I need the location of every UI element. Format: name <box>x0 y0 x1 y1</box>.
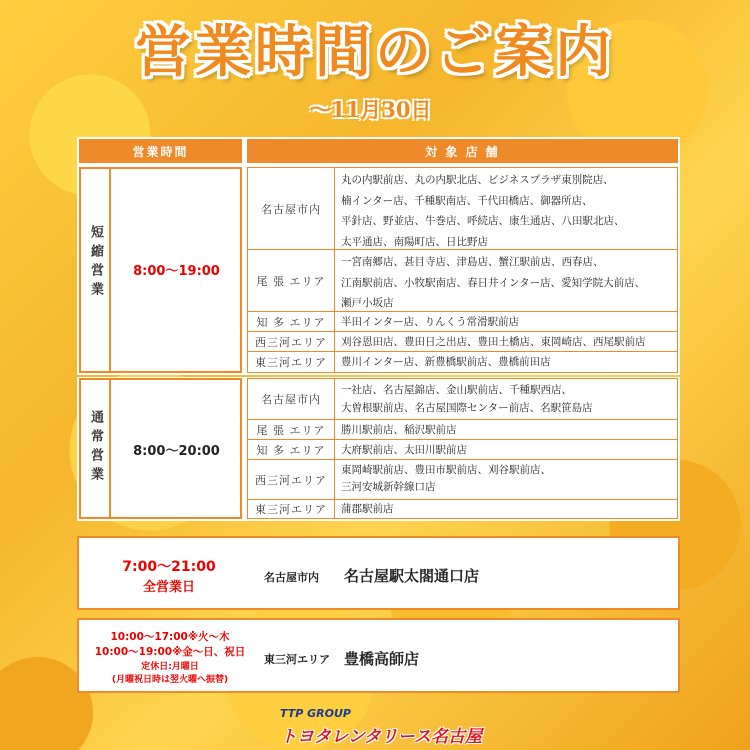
store-line: 一宮南郷店、甚目寺店、津島店、蟹江駅前店、西春店、 <box>341 256 604 268</box>
store-line: 三河安城新幹線口店 <box>341 481 436 493</box>
store-line: 大曽根駅前店、名古屋国際センター前店、名駅笹島店 <box>341 402 593 414</box>
short-hours-section <box>77 165 680 375</box>
store-line: 豊川インター店、新豊橋駅前店、豊橋前田店 <box>341 356 551 368</box>
store-line: 東岡崎駅前店、豊田市駅前店、刈谷駅前店、 <box>341 464 551 476</box>
allday-note: 全営業日 <box>142 580 195 595</box>
store-line: 江南駅前店、小牧駅南店、春日井インター店、愛知学院大前店、 <box>341 276 646 289</box>
allday-store: 名古屋駅太閤通口店 <box>344 567 480 585</box>
short-hours-label <box>81 169 111 371</box>
allday-section <box>77 536 680 610</box>
hours-column-header: 営業時間 <box>79 139 242 163</box>
toyohashi-store: 豊橋高師店 <box>344 650 420 668</box>
area-owari: 尾 張 エリア <box>247 249 335 312</box>
store-line: 勝川駅前店、稲沢駅前店 <box>341 424 457 436</box>
stores-list <box>334 378 678 420</box>
stores-list <box>334 331 678 352</box>
stores-list <box>334 249 678 312</box>
stores-list <box>334 167 678 250</box>
allday-time: 7:00～21:00 <box>122 559 216 575</box>
store-line: 丸の内駅前店、丸の内駅北店、ビジネスプラザ東別院店、 <box>341 174 614 186</box>
date-subtitle: ～11月30日 <box>310 97 432 122</box>
area-nishimikawa: 西三河エリア <box>247 459 335 500</box>
toyohashi-holiday-note: (月曜祝日時は翌火曜へ振替) <box>111 675 229 685</box>
group-logo: TTP GROUP <box>280 707 351 720</box>
stores-list <box>334 459 678 500</box>
store-line: 瀬戸小坂店 <box>341 297 394 309</box>
area-chita: 知 多 エリア <box>247 311 335 332</box>
normal-hours-label <box>81 380 111 517</box>
short-hours-label-text: 短縮営業 <box>88 225 103 301</box>
area-nagoya: 名古屋市内 <box>247 167 335 250</box>
store-line: 太平通店、南陽町店、日比野店 <box>341 235 488 248</box>
normal-hours-section <box>77 377 680 521</box>
area-nishimikawa: 西三河エリア <box>247 331 335 352</box>
area-higashimikawa: 東三河エリア <box>247 351 335 373</box>
store-line: 蒲郡駅前店 <box>341 503 394 515</box>
toyohashi-section <box>77 618 680 693</box>
store-line: 半田インター店、りんくう常滑駅前店 <box>341 316 520 328</box>
page-title: 営業時間のご案内 <box>135 19 615 85</box>
store-line: 平針店、野並店、牛巻店、呼続店、康生通店、八田駅北店、 <box>341 215 625 227</box>
toyohashi-hours-weekday: 10:00～17:00※火～木 <box>110 631 230 643</box>
toyohashi-hours-weekend: 10:00～19:00※金～日、祝日 <box>94 646 246 658</box>
short-hours-time: 8:00～19:00 <box>133 264 220 279</box>
store-line: 一社店、名古屋錦店、金山駅前店、千種駅西店、 <box>341 384 572 396</box>
stores-list <box>334 439 678 460</box>
stores-column-header: 対 象 店 舗 <box>247 139 678 163</box>
table-header <box>77 137 680 165</box>
toyohashi-area: 東三河エリア <box>264 653 330 666</box>
store-line: 刈谷恩田店、豊田日之出店、豊田土橋店、東岡崎店、西尾駅前店 <box>341 336 646 348</box>
area-higashimikawa: 東三河エリア <box>247 499 335 519</box>
area-nagoya: 名古屋市内 <box>247 378 335 420</box>
area-owari: 尾 張 エリア <box>247 419 335 440</box>
stores-list <box>334 499 678 519</box>
allday-area: 名古屋市内 <box>264 571 319 584</box>
normal-hours-label-text: 通常営業 <box>88 410 103 486</box>
toyohashi-closed-day: 定休日:月曜日 <box>141 662 199 672</box>
store-line: 大府駅前店、太田川駅前店 <box>341 444 467 456</box>
stores-list <box>334 419 678 440</box>
area-chita: 知 多 エリア <box>247 439 335 460</box>
normal-hours-time: 8:00～20:00 <box>133 444 220 459</box>
store-line: 楠インター店、千種駅南店、千代田橋店、御器所店、 <box>341 194 593 207</box>
company-logo: トヨタレンタリース名古屋 <box>280 727 483 747</box>
stores-list <box>334 351 678 373</box>
stores-list <box>334 311 678 332</box>
